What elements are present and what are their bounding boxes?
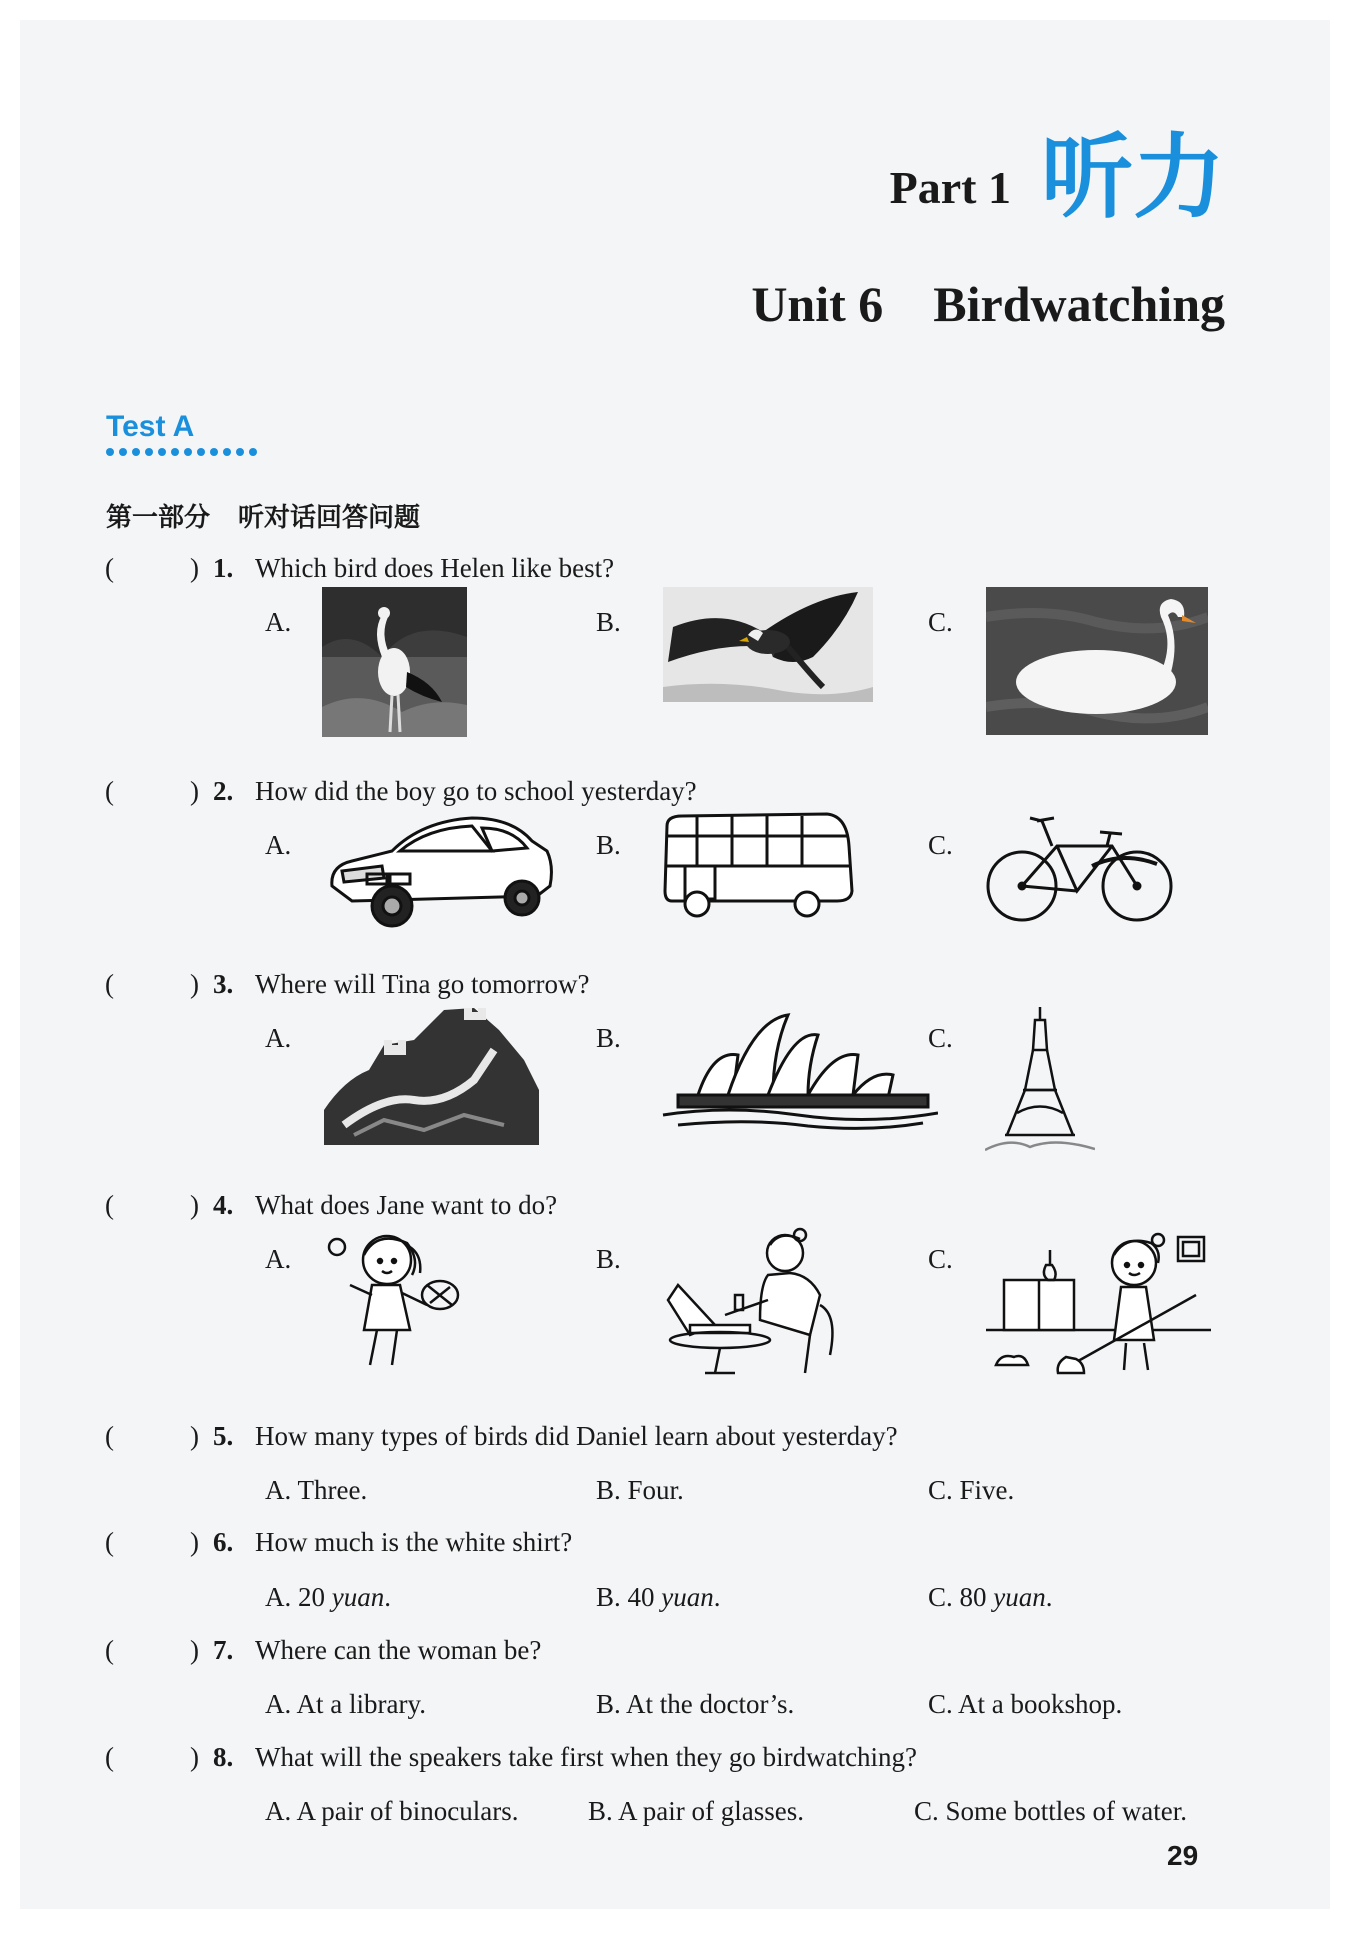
test-label: Test A [106,410,195,443]
option-a: A. 20 yuan. [265,1582,391,1612]
unit-title [751,275,1225,333]
option-c: C. 80 yuan. [928,1582,1053,1612]
unit-name: Birdwatching [933,276,1225,332]
answer-bracket-close: ) [190,776,199,806]
girl-mopping-floor-image [986,1225,1211,1375]
question-8 [20,1742,1330,1782]
question-number: 4. [213,1190,234,1220]
sydney-opera-house-image [658,1010,938,1135]
answer-bracket-close: ) [190,1527,199,1557]
answer-bracket-open: ( [105,1635,114,1665]
option-c: C. Some bottles of water. [914,1796,1187,1826]
answer-bracket-open: ( [105,1421,114,1451]
option-b: B. 40 yuan. [596,1582,721,1612]
question-7 [20,1635,1330,1675]
page-number: 29 [1167,1840,1199,1871]
section-heading [106,497,420,534]
answer-bracket-open: ( [105,776,114,806]
swan-image [986,587,1208,735]
question-text: What does Jane want to do? [255,1190,558,1220]
option-a: A. A pair of binoculars. [265,1796,519,1826]
eagle-image [663,587,873,702]
great-wall-image [324,1000,539,1145]
section-title: 听对话回答问题 [238,503,421,533]
woman-using-laptop-image [660,1225,850,1375]
question-3 [20,969,1330,1009]
question-text: Where can the woman be? [255,1635,542,1665]
question-6 [20,1527,1330,1567]
question-number: 7. [213,1635,234,1665]
eiffel-tower-image [985,1005,1095,1155]
part-header [889,124,1225,231]
workbook-page [20,20,1330,1909]
answer-bracket-close: ) [190,969,199,999]
question-number: 5. [213,1421,234,1451]
answer-bracket-close: ) [190,1742,199,1772]
part-chinese-title: 听力 [1040,124,1225,231]
question-4 [20,1190,1330,1230]
answer-bracket-open: ( [105,553,114,583]
option-letter-c: C. [928,830,953,860]
answer-bracket-close: ) [190,1635,199,1665]
section-part: 第一部分 [106,503,211,533]
option-b: B. Four. [596,1475,684,1505]
answer-bracket-open: ( [105,1742,114,1772]
question-text: What will the speakers take first when they go birdwatching? [255,1742,918,1772]
option-letter-c: C. [928,607,953,637]
option-letter-b: B. [596,607,621,637]
question-text: How many types of birds did Daniel learn about yesterday? [255,1421,898,1451]
question-text: Where will Tina go tomorrow? [255,969,590,999]
crane-image [322,587,467,737]
option-letter-a: A. [265,830,292,860]
answer-bracket-open: ( [105,969,114,999]
bicycle-image [982,806,1182,926]
option-b: B. At the doctor’s. [596,1689,795,1719]
question-number: 6. [213,1527,234,1557]
question-number: 1. [213,553,234,583]
option-a: A. At a library. [265,1689,426,1719]
bus-image [657,806,857,921]
girl-playing-tennis-image [322,1225,472,1375]
car-image [322,806,557,931]
option-a: A. Three. [265,1475,368,1505]
option-letter-c: C. [928,1023,953,1053]
option-letter-c: C. [928,1244,953,1274]
option-c: C. Five. [928,1475,1015,1505]
option-letter-a: A. [265,1023,292,1053]
option-letter-b: B. [596,1244,621,1274]
question-text: How did the boy go to school yesterday? [255,776,697,806]
test-label-dots [106,448,257,456]
answer-bracket-open: ( [105,1527,114,1557]
question-number: 2. [213,776,234,806]
option-letter-a: A. [265,1244,292,1274]
option-letter-b: B. [596,830,621,860]
answer-bracket-close: ) [190,553,199,583]
unit-label: Unit 6 [751,276,884,332]
option-b: B. A pair of glasses. [588,1796,804,1826]
question-5 [20,1421,1330,1461]
question-number: 8. [213,1742,234,1772]
option-c: C. At a bookshop. [928,1689,1123,1719]
question-number: 3. [213,969,234,999]
answer-bracket-close: ) [190,1421,199,1451]
option-letter-a: A. [265,607,292,637]
answer-bracket-open: ( [105,1190,114,1220]
question-text: Which bird does Helen like best? [255,553,615,583]
option-letter-b: B. [596,1023,621,1053]
part-label: Part 1 [889,162,1011,213]
question-text: How much is the white shirt? [255,1527,573,1557]
answer-bracket-close: ) [190,1190,199,1220]
